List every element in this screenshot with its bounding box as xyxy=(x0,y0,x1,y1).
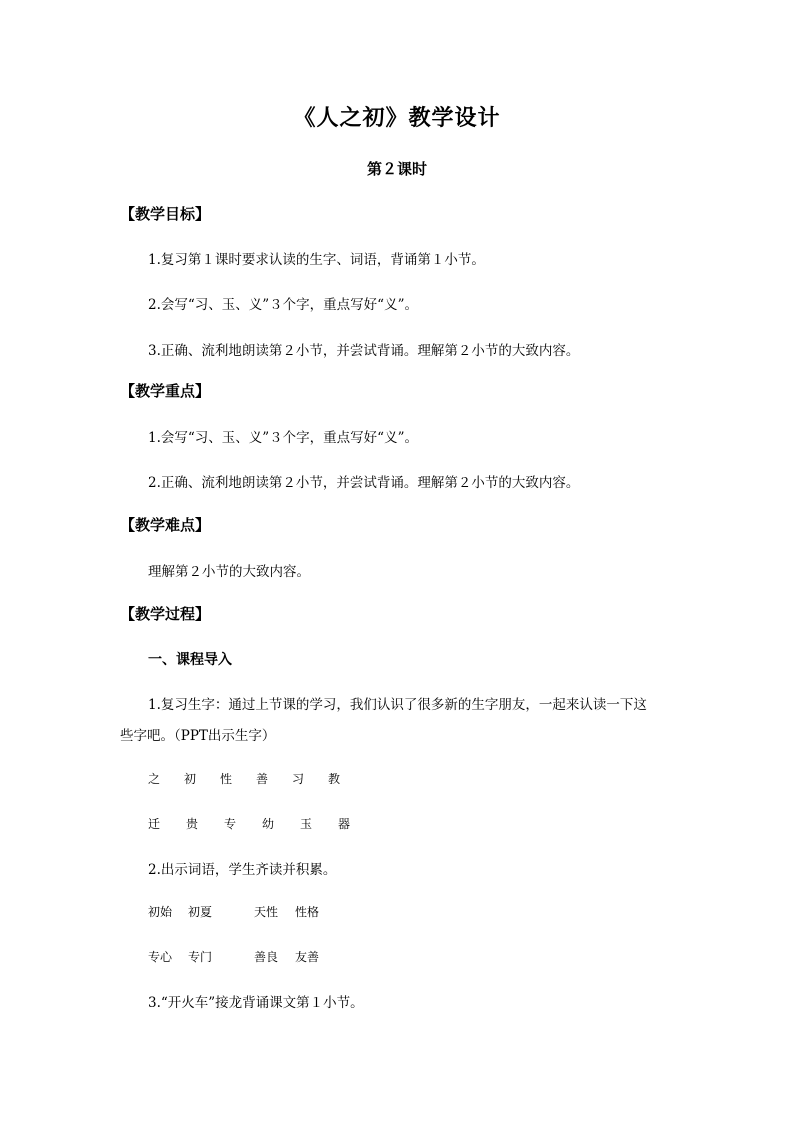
review-paragraph-line2: 些字吧。（PPT出示生字） xyxy=(120,728,276,744)
character: 专 xyxy=(224,817,237,831)
word: 友善 xyxy=(295,950,320,964)
key-point-1: 1.会写“习、玉、义”３个字，重点写好“义”。 xyxy=(148,430,418,446)
recite-instruction: 3.“开火车”接龙背诵课文第１小节。 xyxy=(148,995,364,1011)
word: 性格 xyxy=(295,905,320,919)
character: 之 xyxy=(148,772,161,786)
character: 器 xyxy=(338,817,351,831)
page-title: 《人之初》教学设计 xyxy=(293,105,501,131)
word: 初夏 xyxy=(188,905,213,919)
page-subtitle: 第２课时 xyxy=(366,160,427,178)
character: 迁 xyxy=(148,817,161,831)
part1-heading: 一、课程导入 xyxy=(148,652,232,668)
word: 善良 xyxy=(254,950,279,964)
character: 教 xyxy=(328,772,341,786)
words-row-2 xyxy=(148,948,335,965)
character: 初 xyxy=(184,772,197,786)
process-heading: 【教学过程】 xyxy=(120,605,211,623)
word: 专门 xyxy=(188,950,213,964)
goal-item-2: 2.会写“习、玉、义”３个字，重点写好“义”。 xyxy=(148,297,418,313)
word: 专心 xyxy=(148,950,173,964)
key-point-2: 2.正确、流利地朗读第２小节，并尝试背诵。理解第２小节的大致内容。 xyxy=(148,475,580,491)
review-paragraph-line1: 1.复习生字：通过上节课的学习，我们认识了很多新的生字朋友，一起来认读一下这 xyxy=(148,697,647,713)
characters-row-2 xyxy=(148,815,376,832)
character: 幼 xyxy=(262,817,275,831)
character: 善 xyxy=(256,772,269,786)
character: 玉 xyxy=(300,817,313,831)
words-row-1 xyxy=(148,903,335,920)
goal-item-1: 1.复习第１课时要求认读的生字、词语，背诵第１小节。 xyxy=(148,252,485,268)
word: 天性 xyxy=(254,905,279,919)
goals-heading: 【教学目标】 xyxy=(120,205,211,223)
characters-row-1 xyxy=(148,770,364,787)
character: 性 xyxy=(220,772,233,786)
words-instruction: 2.出示词语，学生齐读并积累。 xyxy=(148,862,337,878)
key-points-heading: 【教学重点】 xyxy=(120,382,211,400)
difficulty-heading: 【教学难点】 xyxy=(120,516,211,534)
character: 贵 xyxy=(186,817,199,831)
character: 习 xyxy=(292,772,305,786)
difficulty-text: 理解第２小节的大致内容。 xyxy=(148,564,310,580)
word: 初始 xyxy=(148,905,173,919)
goal-item-3: 3.正确、流利地朗读第２小节，并尝试背诵。理解第２小节的大致内容。 xyxy=(148,343,580,359)
